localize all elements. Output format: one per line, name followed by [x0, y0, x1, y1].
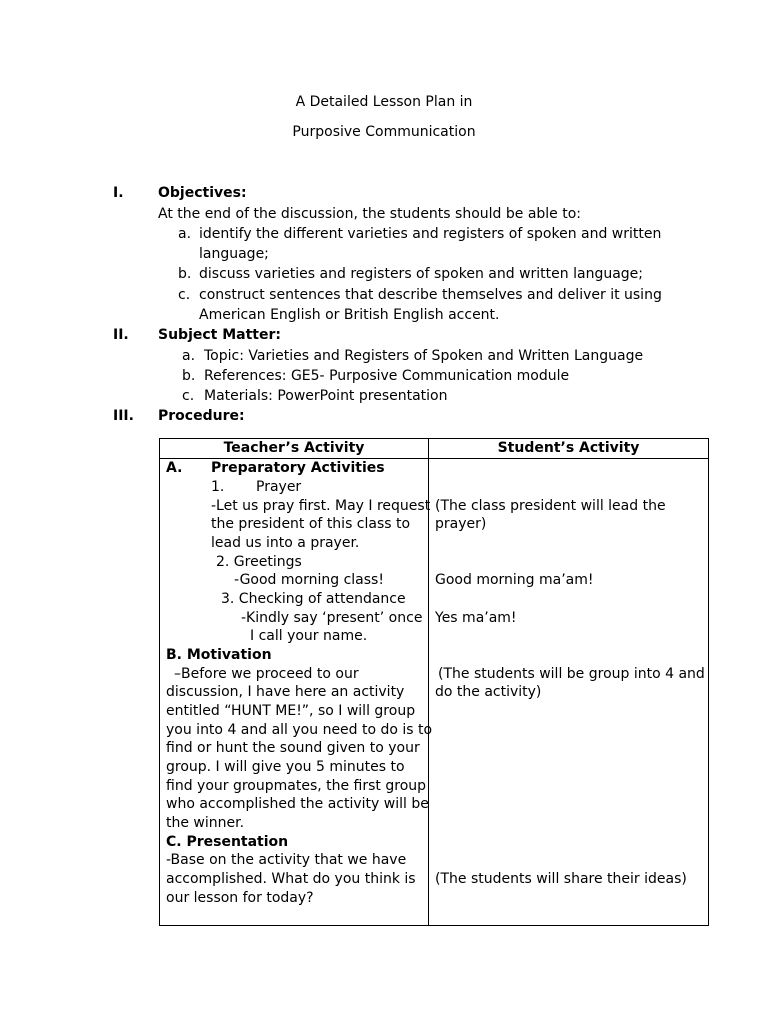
student-greeting: Good morning ma’am!	[435, 572, 594, 588]
objective-label-b: b.	[178, 266, 192, 282]
teacher-activity-header: Teacher’s Activity	[160, 439, 429, 459]
student-presentation: (The students will share their ideas)	[435, 871, 687, 887]
preparatory-label: A.	[166, 460, 183, 476]
table-row	[160, 459, 709, 926]
student-activity-cell	[429, 459, 709, 926]
section-heading-subject-matter: Subject Matter:	[158, 327, 281, 343]
procedure-table	[159, 438, 709, 926]
subject-references: References: GE5- Purposive Communication module	[204, 368, 570, 384]
prayer-title: Prayer	[256, 479, 302, 495]
document-title-line1: A Detailed Lesson Plan in	[295, 94, 473, 110]
student-prayer-line-2: prayer)	[435, 516, 487, 532]
student-motivation-line-2: do the activity)	[435, 684, 542, 700]
motivation-line: find your groupmates, the first group	[166, 778, 427, 794]
prayer-number: 1.	[211, 479, 225, 495]
presentation-line: accomplished. What do you think is	[166, 871, 416, 887]
subject-label-b: b.	[182, 368, 196, 384]
student-attendance: Yes ma’am!	[435, 610, 517, 626]
presentation-line: -Base on the activity that we have	[166, 852, 407, 868]
section-heading-objectives: Objectives:	[158, 185, 247, 201]
objective-label-a: a.	[178, 226, 192, 242]
table-header-row	[160, 439, 709, 459]
motivation-line: –Before we proceed to our	[174, 666, 359, 682]
attendance-title: 3. Checking of attendance	[221, 591, 406, 607]
prayer-line-3: lead us into a prayer.	[211, 535, 360, 551]
subject-materials: Materials: PowerPoint presentation	[204, 388, 448, 404]
objective-text-a-line2: language;	[199, 246, 269, 262]
objective-text-c-line1: construct sentences that describe themselves and deliver it using	[199, 287, 662, 303]
objective-text-b: discuss varieties and registers of spoken and written language;	[199, 266, 643, 282]
attendance-line-2: I call your name.	[250, 628, 368, 644]
subject-label-c: c.	[182, 388, 195, 404]
student-motivation-line-1: (The students will be group into 4 and	[438, 666, 705, 682]
greetings-line: -Good morning class!	[234, 572, 384, 588]
motivation-line: who accomplished the activity will be	[166, 796, 429, 812]
objectives-intro: At the end of the discussion, the students should be able to:	[158, 206, 582, 222]
objective-text-a-line1: identify the different varieties and registers of spoken and written	[199, 226, 662, 242]
motivation-line: the winner.	[166, 815, 245, 831]
document-title-line2: Purposive Communication	[292, 124, 476, 140]
motivation-line: you into 4 and all you need to do is to	[166, 722, 433, 738]
objective-label-c: c.	[178, 287, 191, 303]
subject-label-a: a.	[182, 348, 196, 364]
preparatory-heading: Preparatory Activities	[211, 460, 385, 476]
prayer-line-2: the president of this class to	[211, 516, 411, 532]
attendance-line-1: -Kindly say ‘present’ once	[241, 610, 423, 626]
presentation-line: our lesson for today?	[166, 890, 314, 906]
objective-text-c-line2: American English or British English accent.	[199, 307, 500, 323]
section-number-objectives: I.	[113, 185, 124, 201]
presentation-heading: C. Presentation	[166, 834, 289, 850]
motivation-heading: B. Motivation	[166, 647, 272, 663]
motivation-line: discussion, I have here an activity	[166, 684, 405, 700]
prayer-line-1: -Let us pray first. May I request	[211, 498, 431, 514]
greetings-title: 2. Greetings	[216, 554, 302, 570]
teacher-activity-cell	[160, 459, 433, 926]
student-prayer-line-1: (The class president will lead the	[435, 498, 666, 514]
subject-topic: Topic: Varieties and Registers of Spoken and Written Language	[204, 348, 644, 364]
section-number-procedure: III.	[113, 408, 134, 424]
student-activity-header: Student’s Activity	[429, 439, 709, 459]
motivation-line: entitled “HUNT ME!”, so I will group	[166, 703, 416, 719]
motivation-line: find or hunt the sound given to your	[166, 740, 420, 756]
section-number-subject-matter: II.	[113, 327, 129, 343]
section-heading-procedure: Procedure:	[158, 408, 245, 424]
motivation-line: group. I will give you 5 minutes to	[166, 759, 405, 775]
